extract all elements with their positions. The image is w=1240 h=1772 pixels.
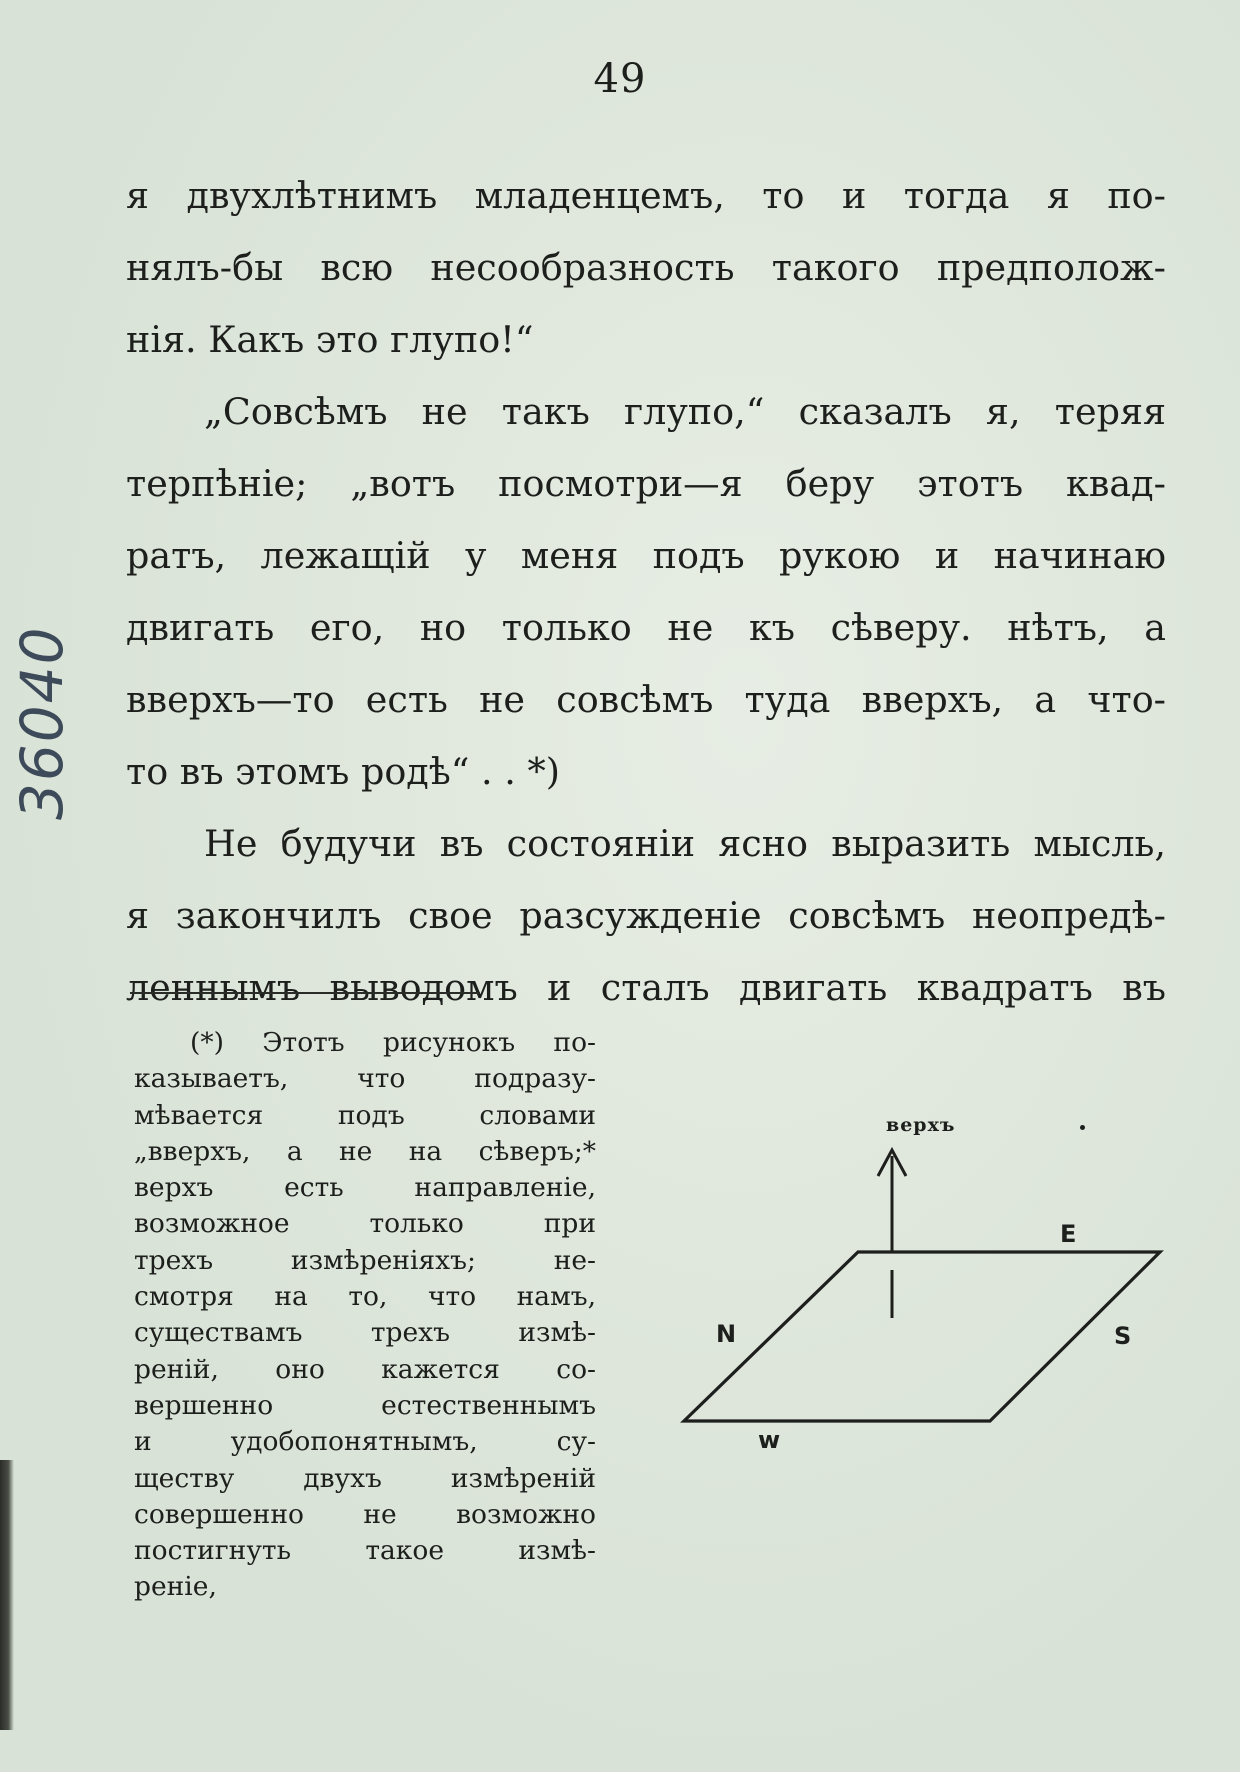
figure-dot: [1080, 1125, 1085, 1130]
square-outline: [684, 1252, 1160, 1421]
footnote-line: ществу двухъ измѣреній: [134, 1462, 596, 1494]
direction-figure: [660, 1100, 1200, 1480]
text-line: я закончилъ свое разсужденіе совсѣмъ неопредѣ-: [126, 894, 1166, 937]
text-line: двигать его, но только не къ сѣверу. нѣтъ, а: [126, 606, 1166, 649]
text-line: „Совсѣмъ не такъ глупо,“ сказалъ я, теряя: [204, 390, 1166, 433]
footnote-line: существамъ трехъ измѣ-: [134, 1317, 596, 1349]
main-text: [126, 160, 1166, 1024]
handwritten-margin-note: 36040: [8, 625, 76, 820]
footnote-line: „вверхъ, а не на сѣверъ;*: [134, 1135, 596, 1167]
footnote-line: трехъ измѣреніяхъ; не-: [134, 1244, 596, 1276]
figure-label-east: E: [1060, 1220, 1077, 1248]
figure-drawing: [660, 1100, 1200, 1480]
text-line: леннымъ выводомъ и сталъ двигать квадратъ въ: [126, 966, 1166, 1009]
footnote-line: совершенно не возможно: [134, 1498, 596, 1530]
text-line: нялъ-бы всю несообразность такого предполож-: [126, 246, 1166, 289]
footnote-line: и удобопонятнымъ, су-: [134, 1426, 596, 1458]
footnote-text: [134, 1025, 596, 1606]
figure-label-up: верхъ: [886, 1114, 956, 1136]
figure-label-west: w: [758, 1426, 781, 1454]
page-number: 49: [593, 56, 647, 102]
page-edge-shadow: [0, 1460, 14, 1730]
footnote-line: (*) Этотъ рисунокъ по-: [190, 1027, 596, 1058]
footnote-line: реній, оно кажется со-: [134, 1353, 596, 1385]
text-line: то въ этомъ родѣ“ . . *): [126, 750, 560, 793]
footnote-line: мѣвается подъ словами: [134, 1099, 596, 1131]
footnote-line: постигнуть такое измѣ-: [134, 1535, 596, 1567]
footnote-divider: [130, 992, 480, 994]
figure-label-south: S: [1114, 1322, 1132, 1350]
footnote-line: смотря на то, что намъ,: [134, 1281, 596, 1313]
text-line: терпѣніе; „вотъ посмотри—я беру этотъ квад-: [126, 462, 1166, 505]
footnote-line: реніе,: [134, 1571, 217, 1603]
text-line: вверхъ—то есть не совсѣмъ туда вверхъ, а что-: [126, 678, 1166, 721]
figure-label-north: N: [716, 1320, 737, 1348]
footnote-line: казываетъ, что подразу-: [134, 1063, 596, 1095]
text-line: ратъ, лежащій у меня подъ рукою и начинаю: [126, 534, 1166, 577]
footnote-line: верхъ есть направленіе,: [134, 1172, 596, 1204]
text-line: Не будучи въ состояніи ясно выразить мысль,: [204, 822, 1166, 865]
text-line: нія. Какъ это глупо!“: [126, 318, 534, 361]
footnote-line: вершенно естественнымъ: [134, 1389, 596, 1421]
footnote-line: возможное только при: [134, 1208, 596, 1240]
text-line: я двухлѣтнимъ младенцемъ, то и тогда я по-: [126, 174, 1166, 217]
